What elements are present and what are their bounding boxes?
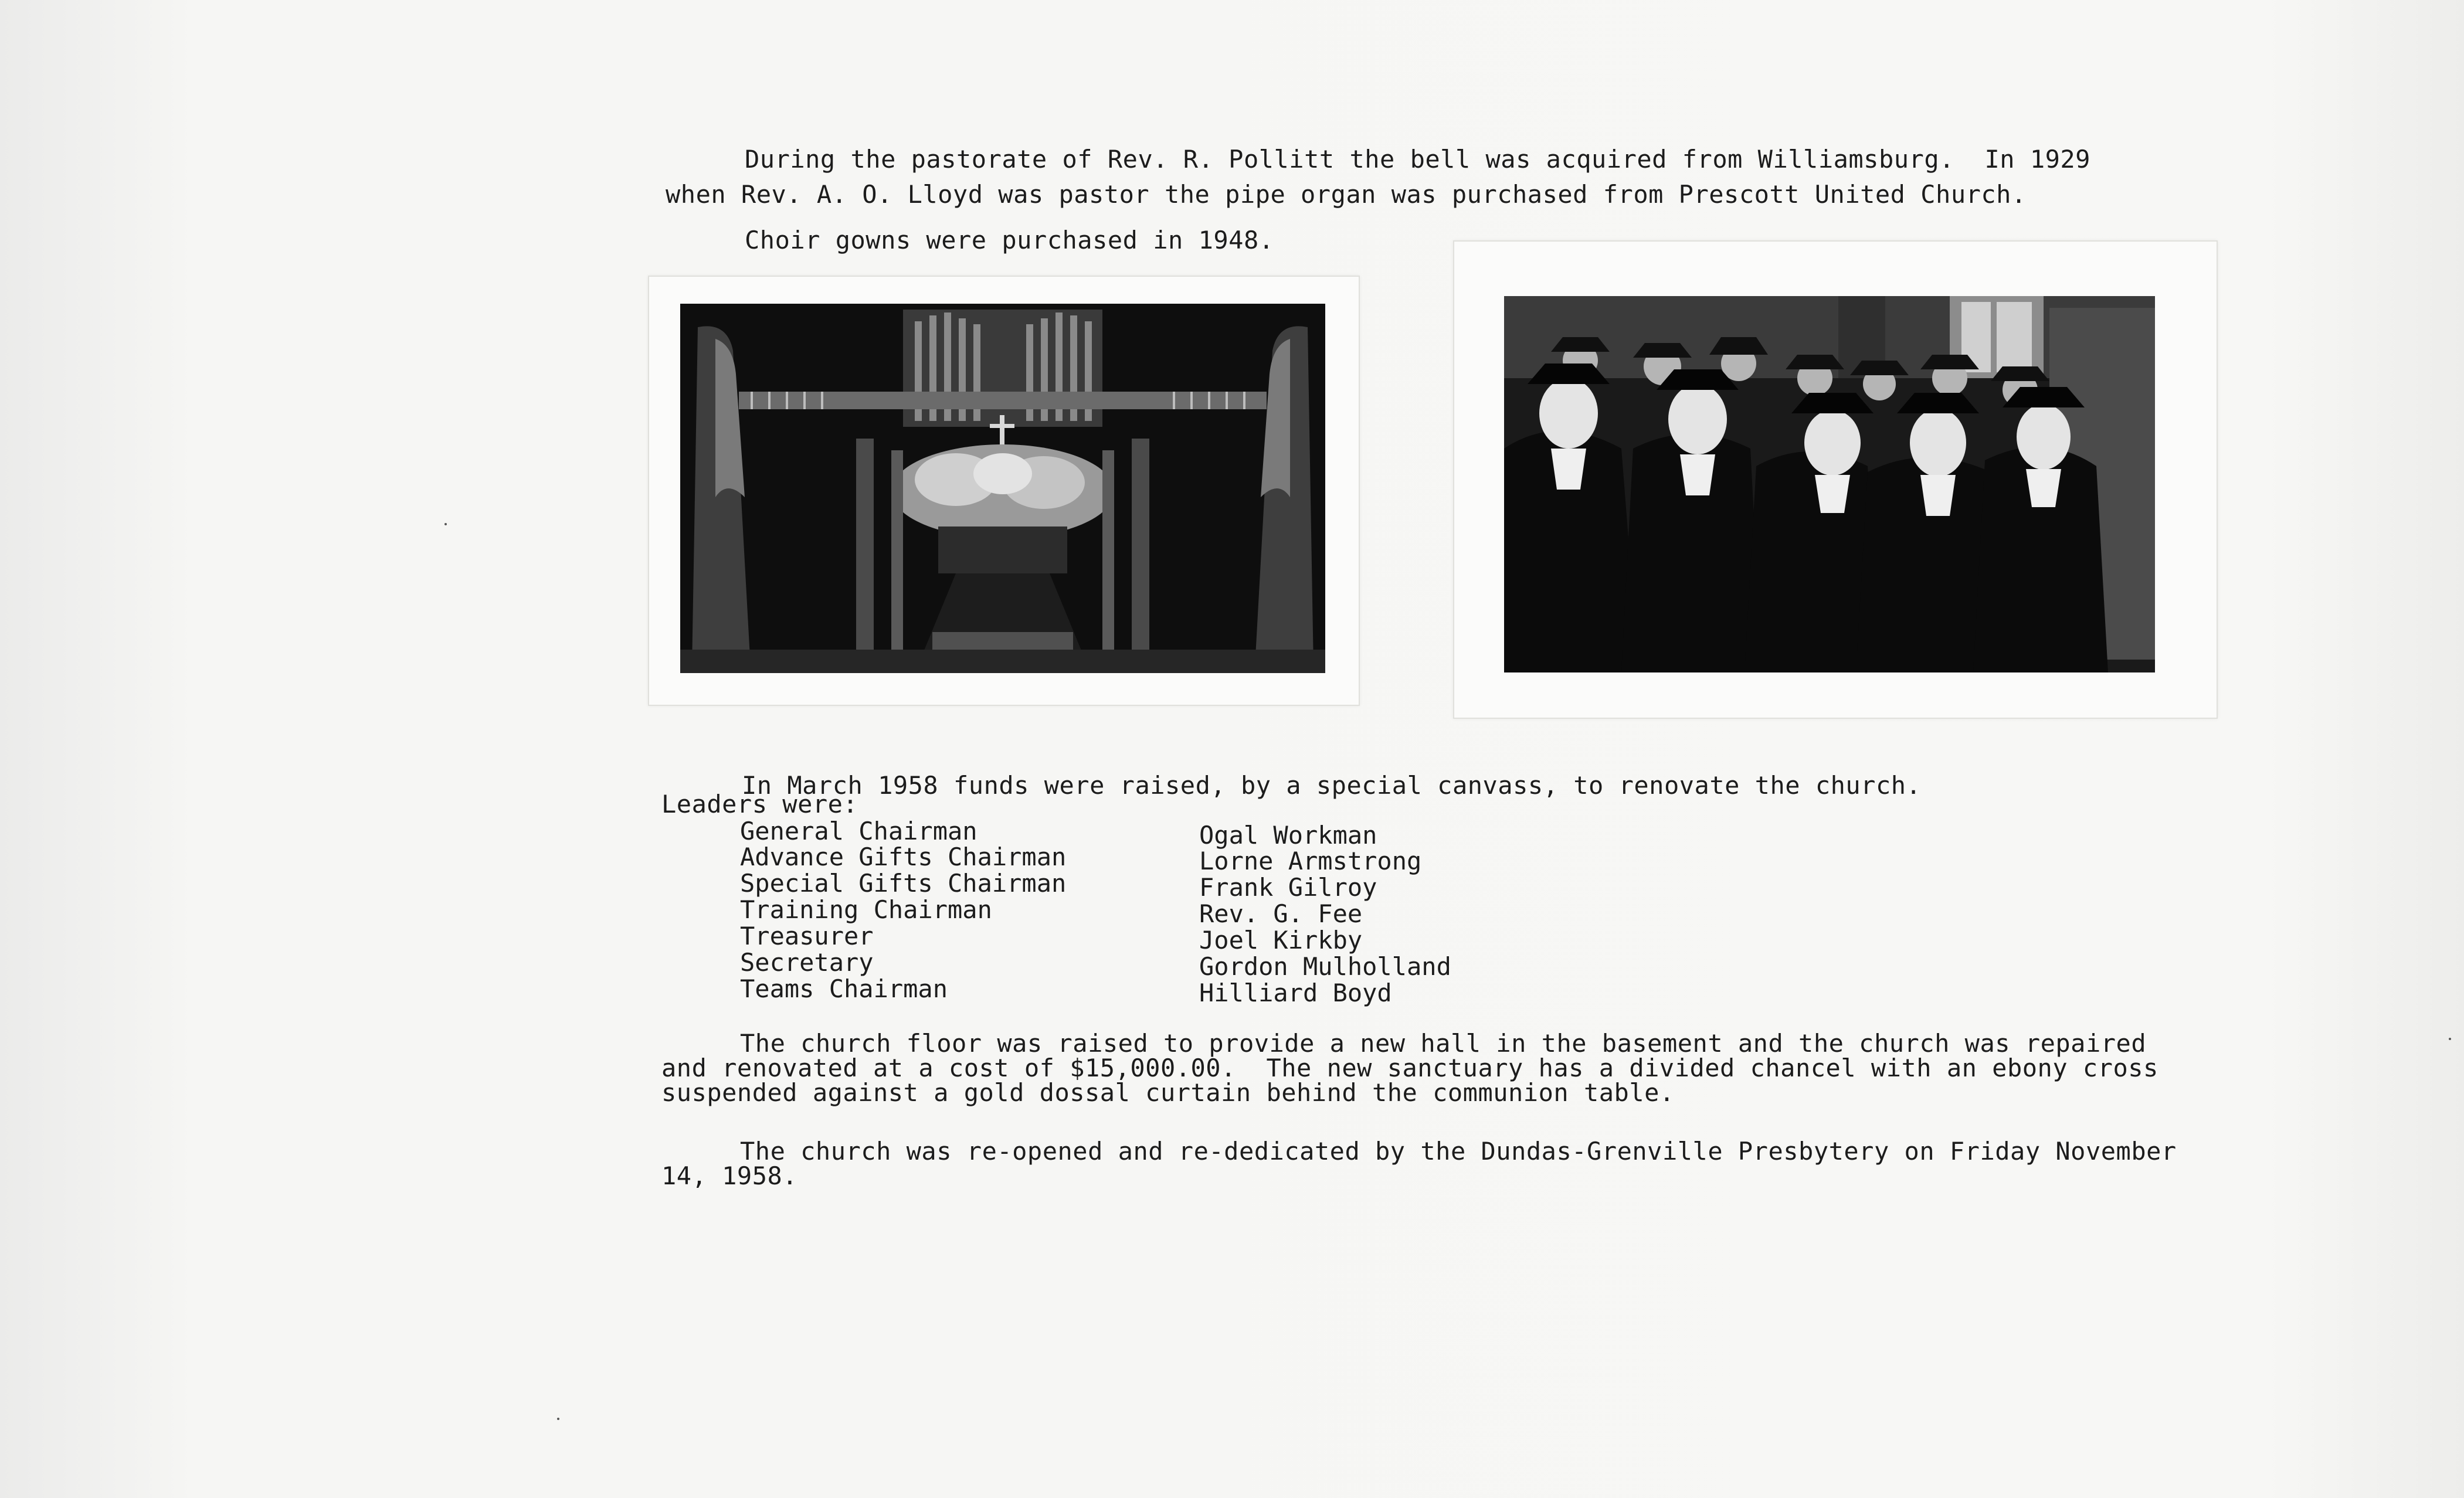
leader-name: Frank Gilroy: [1199, 873, 1377, 902]
paper-speck: [2449, 1038, 2451, 1040]
leader-role: Advance Gifts Chairman: [740, 843, 1067, 871]
leader-role: Secretary: [740, 948, 874, 977]
leader-role: General Chairman: [740, 817, 978, 845]
church-interior-photo: [680, 304, 1325, 673]
church-interior-image-icon: [680, 304, 1325, 673]
paragraph-2: Choir gowns were purchased in 1948.: [745, 226, 1274, 254]
paragraph-5-line-2: 14, 1958.: [661, 1161, 798, 1190]
paragraph-4-line-3: suspended against a gold dossal curtain behind the communion table.: [661, 1078, 1675, 1107]
paragraph-5-line-1: The church was re-opened and re-dedicated by the Dundas-Grenville Presbytery on Friday November: [740, 1137, 2177, 1166]
choir-group-photo: [1504, 296, 2155, 672]
leader-role: Training Chairman: [740, 895, 992, 924]
paragraph-1-line-1: During the pastorate of Rev. R. Pollitt the bell was acquired from Williamsburg. In 1929: [745, 145, 2090, 174]
leader-name: Hilliard Boyd: [1199, 979, 1392, 1007]
paragraph-4-line-1: The church floor was raised to provide a new hall in the basement and the church was repaired: [740, 1029, 2147, 1058]
leader-name: Gordon Mulholland: [1199, 952, 1451, 981]
paper-speck: [557, 1418, 559, 1420]
leader-name: Rev. G. Fee: [1199, 899, 1363, 928]
leader-name: Joel Kirkby: [1199, 926, 1363, 954]
leader-name: Lorne Armstrong: [1199, 847, 1422, 875]
paper-speck: [444, 523, 447, 525]
choir-image-icon: [1504, 296, 2155, 672]
paragraph-3-line-1: In March 1958 funds were raised, by a special canvass, to renovate the church.: [742, 771, 1922, 800]
paragraph-1-line-2: when Rev. A. O. Lloyd was pastor the pipe organ was purchased from Prescott United Church.: [666, 180, 2027, 209]
paragraph-3-line-2: Leaders were:: [661, 790, 858, 818]
leader-name: Ogal Workman: [1199, 821, 1377, 850]
paragraph-4-line-2: and renovated at a cost of $15,000.00. The new sanctuary has a divided chancel with an ebony cross: [661, 1054, 2158, 1082]
leader-role: Special Gifts Chairman: [740, 869, 1067, 898]
leader-role: Treasurer: [740, 922, 874, 950]
leader-role: Teams Chairman: [740, 974, 948, 1003]
